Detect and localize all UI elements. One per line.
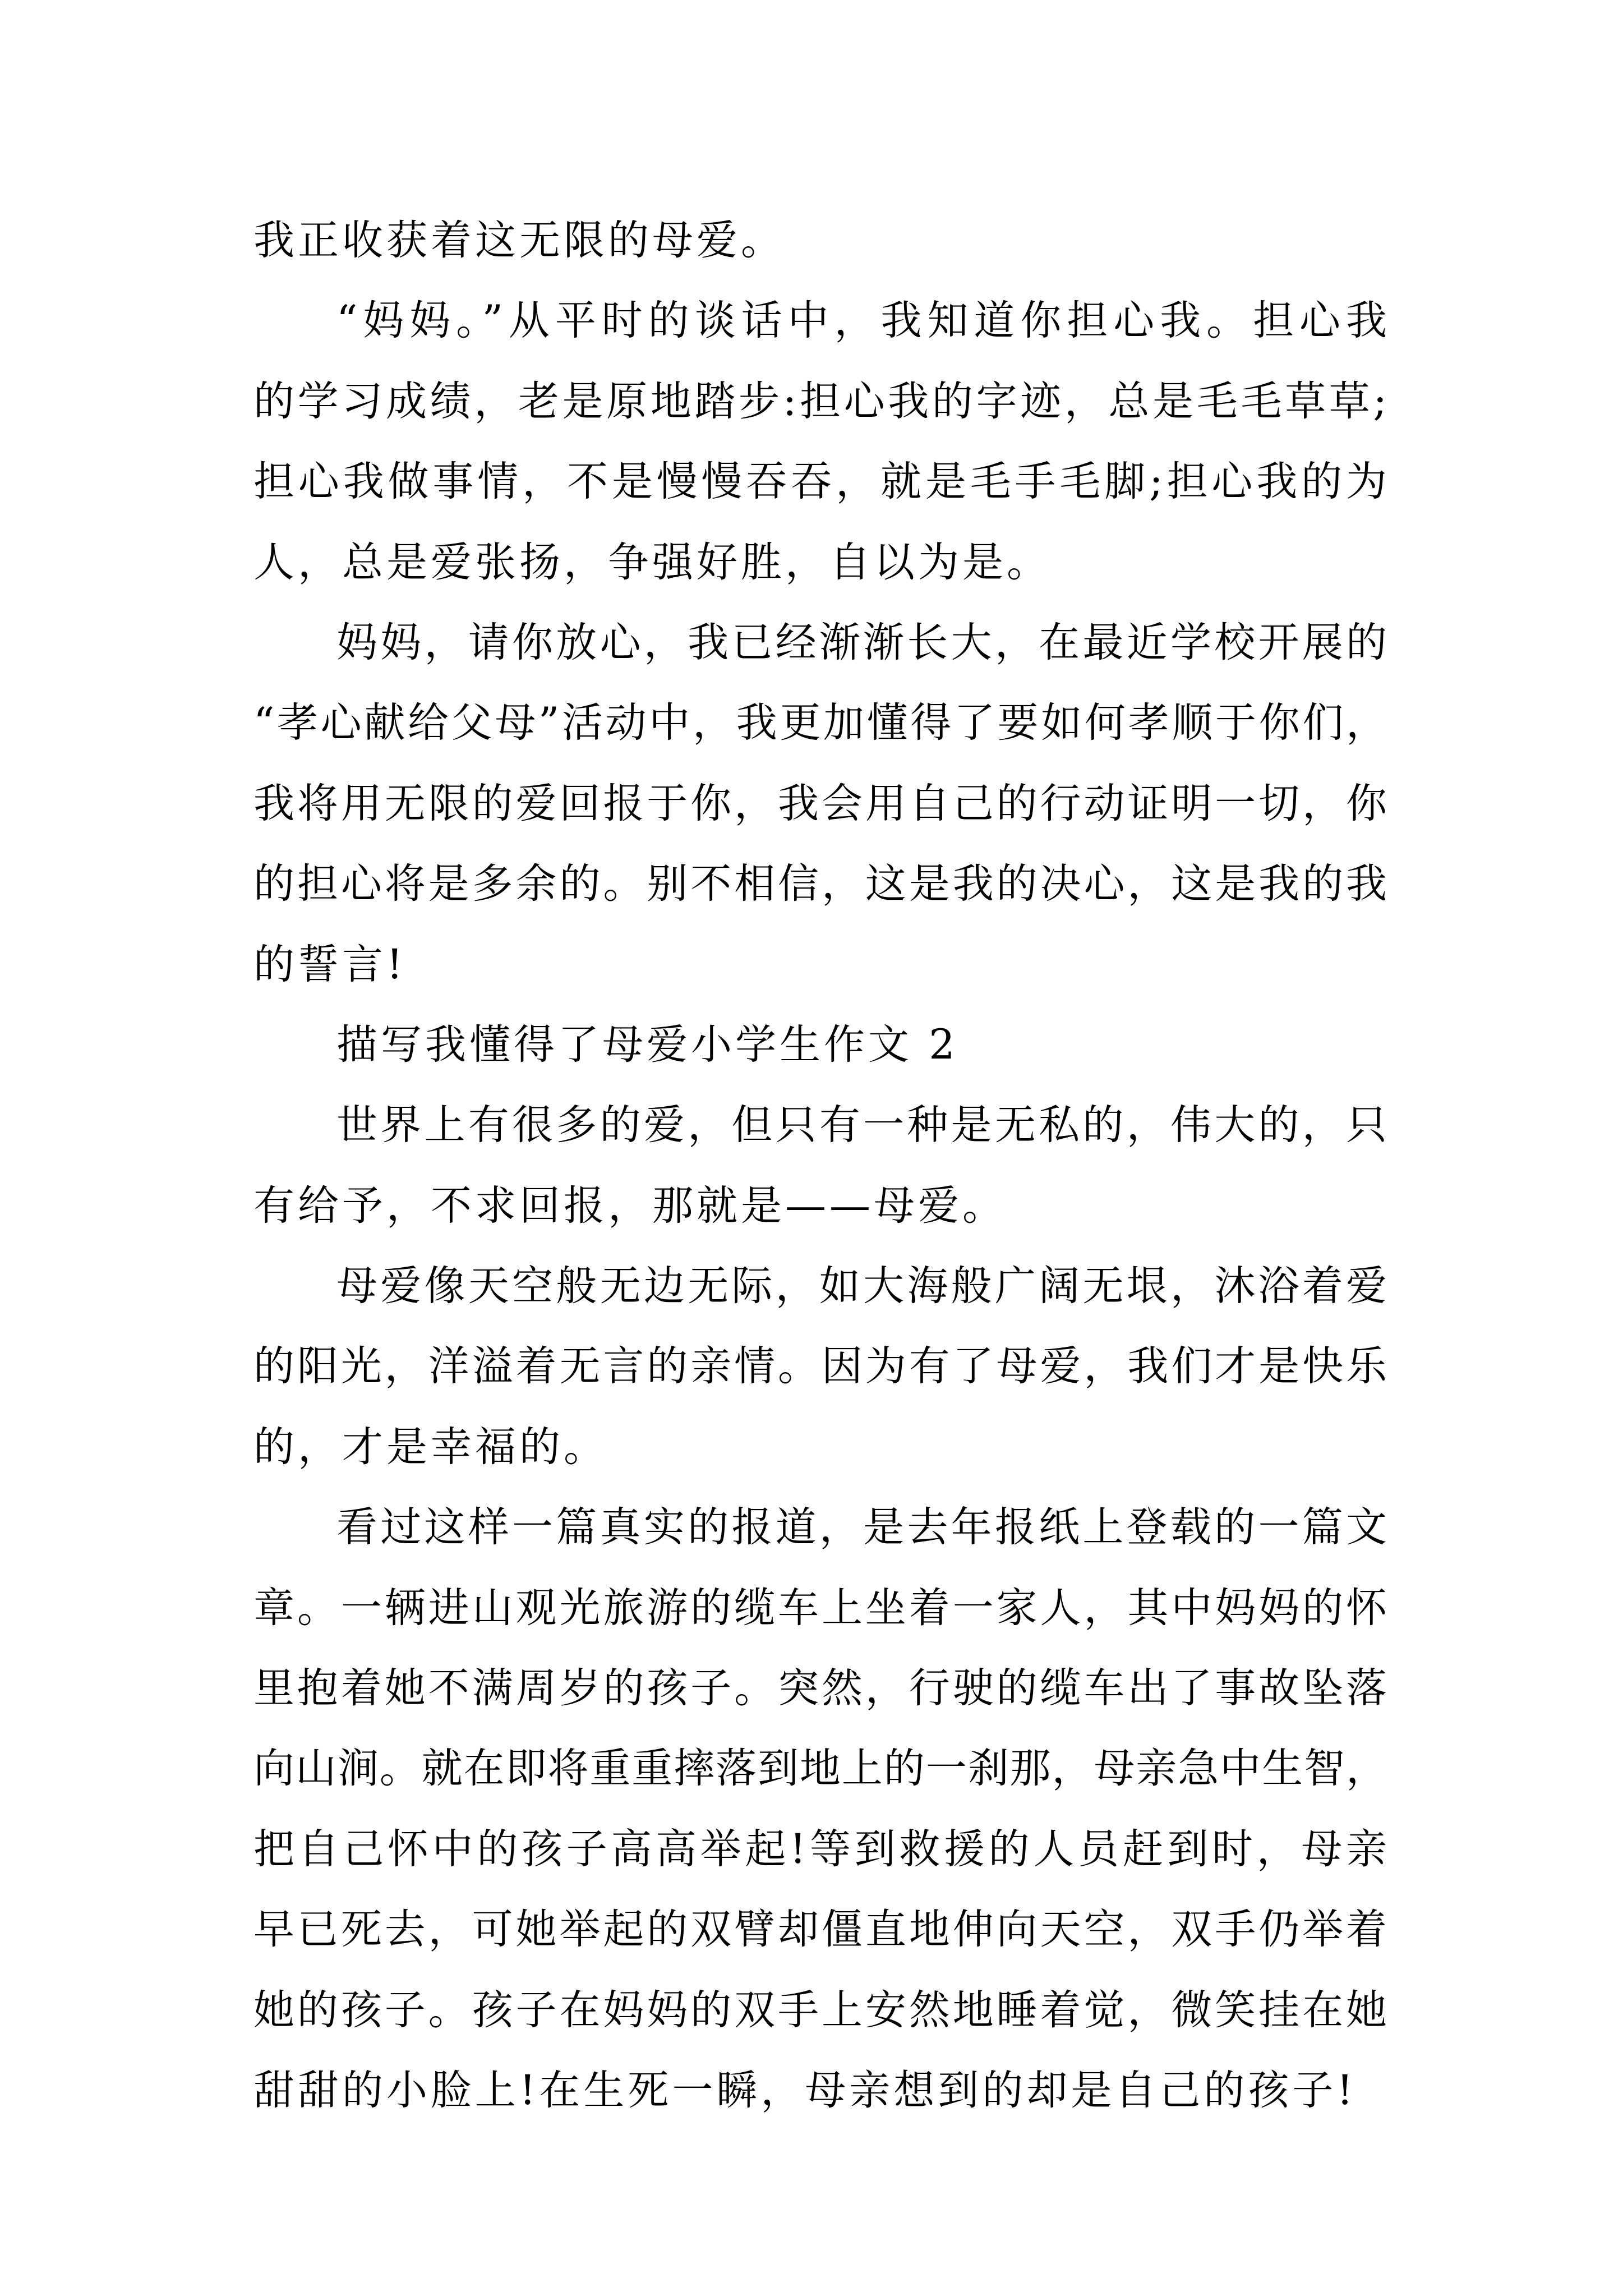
text-line: 世界上有很多的爱，但只有一种是无私的，伟大的，只 bbox=[336, 1101, 1387, 1149]
paragraph bbox=[253, 1246, 1387, 1487]
text-line: 里抱着她不满周岁的孩子。突然，行驶的缆车出了事故坠落 bbox=[253, 1664, 1387, 1713]
text-line: 的誓言! bbox=[253, 940, 407, 988]
text-line: 的学习成绩，老是原地踏步:担心我的字迹，总是毛毛草草; bbox=[253, 377, 1387, 425]
text-line: 我将用无限的爱回报于你，我会用自己的行动证明一切，你 bbox=[253, 779, 1387, 827]
text-line: 的担心将是多余的。别不相信，这是我的决心，这是我的我 bbox=[253, 860, 1387, 908]
text-line: 母爱像天空般无边无际，如大海般广阔无垠，沐浴着爱 bbox=[336, 1262, 1387, 1310]
paragraph bbox=[253, 602, 1387, 1005]
text-line: 有给予，不求回报，那就是——母爱。 bbox=[253, 1181, 1007, 1230]
text-line: 的，才是幸福的。 bbox=[253, 1423, 608, 1471]
text-line: 我正收获着这无限的母爱。 bbox=[253, 217, 785, 264]
text-line: 向山涧。就在即将重重摔落到地上的一刹那，母亲急中生智， bbox=[253, 1745, 1387, 1793]
text-line: 妈妈，请你放心，我已经渐渐长大，在最近学校开展的 bbox=[336, 618, 1387, 666]
text-line: 章。一辆进山观光旅游的缆车上坐着一家人，其中妈妈的怀 bbox=[253, 1584, 1387, 1632]
text-line: 担心我做事情，不是慢慢吞吞，就是毛手毛脚;担心我的为 bbox=[253, 458, 1387, 506]
text-line: 的阳光，洋溢着无言的亲情。因为有了母爱，我们才是快乐 bbox=[253, 1342, 1387, 1391]
essay-title: 描写我懂得了母爱小学生作文 2 bbox=[336, 1020, 958, 1069]
document-body bbox=[253, 200, 1387, 2131]
text-line: 把自己怀中的孩子高高举起!等到救援的人员赶到时，母亲 bbox=[253, 1825, 1387, 1873]
paragraph bbox=[253, 1085, 1387, 1246]
text-line: 人，总是爱张扬，争强好胜，自以为是。 bbox=[253, 538, 1051, 586]
text-line: 甜甜的小脸上!在生死一瞬，母亲想到的却是自己的孩子! bbox=[253, 2066, 1357, 2114]
paragraph bbox=[253, 280, 1387, 602]
text-line: 看过这样一篇真实的报道，是去年报纸上登载的一篇文 bbox=[336, 1503, 1387, 1552]
text-line: 早已死去，可她举起的双臂却僵直地伸向天空，双手仍举着 bbox=[253, 1906, 1387, 1954]
paragraph bbox=[253, 200, 1387, 280]
text-line: “妈妈。”从平时的谈话中，我知道你担心我。担心我 bbox=[336, 297, 1387, 345]
paragraph bbox=[253, 1487, 1387, 2131]
text-line: “孝心献给父母”活动中，我更加懂得了要如何孝顺于你们， bbox=[253, 699, 1387, 747]
text-line: 她的孩子。孩子在妈妈的双手上安然地睡着觉，微笑挂在她 bbox=[253, 1986, 1387, 2034]
